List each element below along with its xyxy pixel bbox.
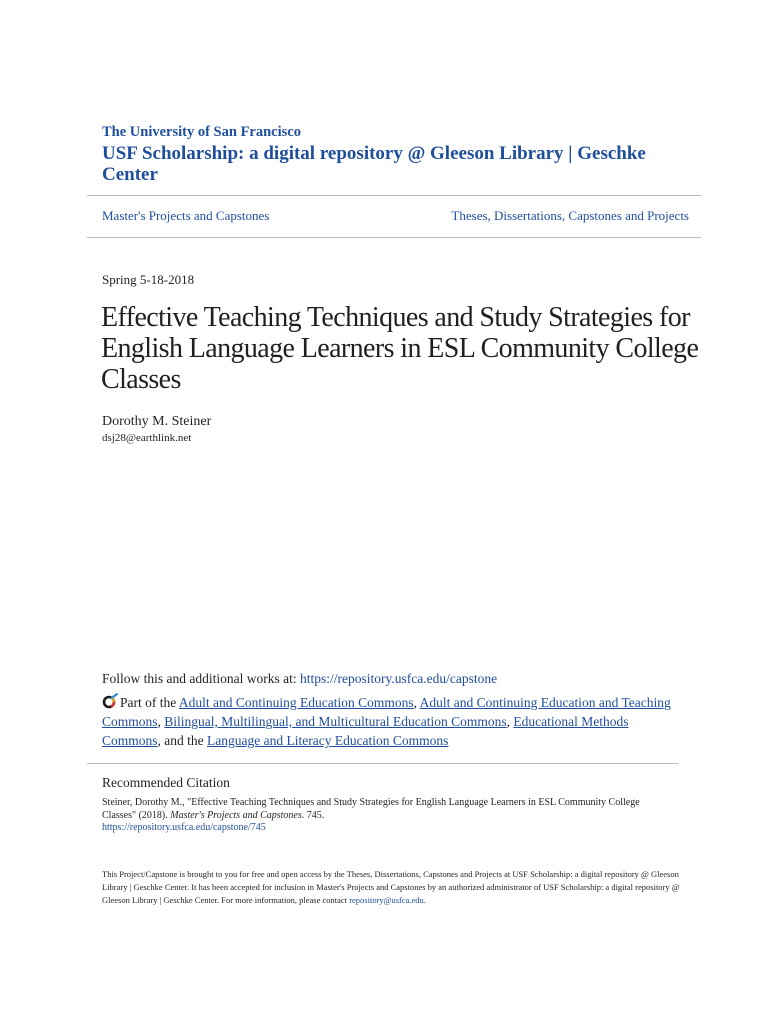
header-divider-bottom bbox=[87, 237, 701, 238]
citation-text: Steiner, Dorothy M., "Effective Teaching Techniques and Study Strategies for English Language Learners in ESL Community College Classes" (2018). bbox=[102, 797, 640, 821]
citation-heading: Recommended Citation bbox=[102, 775, 230, 790]
citation-link[interactable]: https://repository.usfca.edu/capstone/745 bbox=[102, 822, 266, 833]
follow-link[interactable]: https://repository.usfca.edu/capstone bbox=[300, 671, 498, 686]
series-link-theses[interactable]: Theses, Dissertations, Capstones and Projects bbox=[451, 208, 689, 223]
follow-line bbox=[102, 670, 497, 687]
commons-link-adult-continuing[interactable]: Adult and Continuing Education Commons bbox=[178, 695, 414, 710]
author-name: Dorothy M. Steiner bbox=[102, 414, 212, 429]
citation-body bbox=[102, 797, 676, 835]
document-title: Effective Teaching Techniques and Study Strategies for English Language Learners in ESL Community College Classes bbox=[101, 302, 699, 395]
header-divider-top bbox=[87, 195, 701, 196]
commons-separator: , bbox=[413, 695, 420, 710]
contact-email-link[interactable]: repository@usfca.edu bbox=[349, 895, 424, 905]
citation-number: . 745. bbox=[301, 809, 325, 821]
follow-text: Follow this and additional works at: bbox=[102, 671, 300, 686]
commons-separator: , and the bbox=[157, 733, 208, 748]
footer-text: This Project/Capstone is brought to you for free and open access by the Theses, Dissertations, Capstones and Projects at USF Scholarship: a digital repository @ Gleeson Library | Geschke Center. It has been accepted for inclusion in Master's Projects and Capstones by an authorized administrator of USF Scholarship: a digital repository @ Gleeson Library | Geschke Center. For more information, please contact bbox=[102, 869, 680, 905]
part-of-commons bbox=[102, 693, 674, 750]
repository-name[interactable]: USF Scholarship: a digital repository @ Gleeson Library | Geschke Center bbox=[102, 143, 646, 185]
commons-link-adult-teaching[interactable]: Adult and Continuing Education and Teaching Commons bbox=[102, 695, 671, 729]
commons-link-educational-methods[interactable]: Educational Methods Commons bbox=[102, 714, 629, 748]
commons-separator: , bbox=[157, 714, 165, 729]
citation-series: Master's Projects and Capstones bbox=[170, 809, 302, 821]
footer-end: . bbox=[423, 895, 426, 905]
repository-header bbox=[102, 124, 702, 185]
author-email: dsj28@earthlink.net bbox=[102, 432, 192, 444]
commons-link-language-literacy[interactable]: Language and Literacy Education Commons bbox=[207, 733, 449, 748]
part-of-prefix: Part of the bbox=[120, 695, 179, 710]
commons-separator: , bbox=[506, 714, 514, 729]
commons-link-bilingual[interactable]: Bilingual, Multilingual, and Multicultural Education Commons bbox=[164, 714, 507, 729]
university-name[interactable]: The University of San Francisco bbox=[102, 124, 301, 140]
series-link-masters[interactable]: Master's Projects and Capstones bbox=[102, 208, 270, 223]
citation-divider bbox=[87, 763, 679, 764]
open-access-icon bbox=[102, 693, 119, 709]
publication-date: Spring 5-18-2018 bbox=[102, 272, 195, 287]
footer-notice bbox=[102, 868, 682, 907]
